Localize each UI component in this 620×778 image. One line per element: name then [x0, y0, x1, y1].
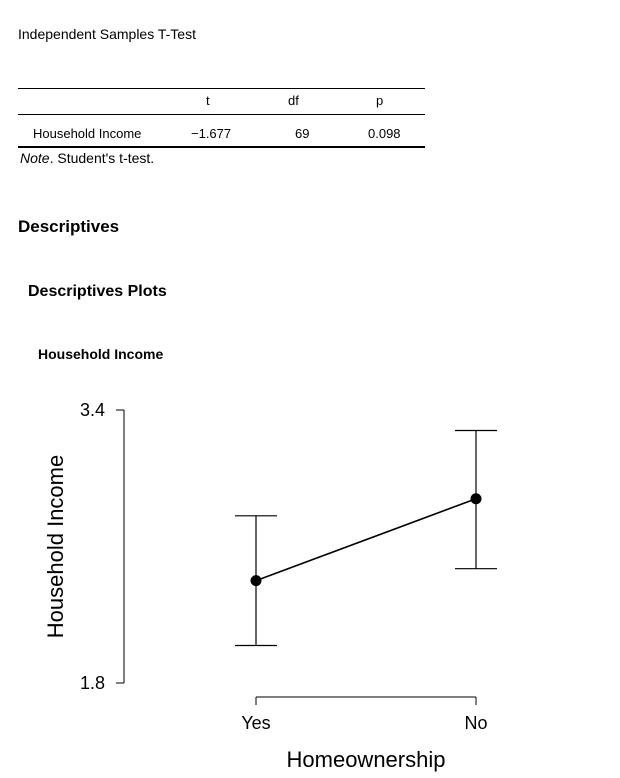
row-label: Household Income	[33, 126, 142, 141]
table-bottom-rule	[18, 146, 425, 148]
mean-point	[251, 575, 262, 586]
descriptives-heading: Descriptives	[18, 217, 120, 236]
x-tick-label: No	[464, 713, 488, 733]
x-axis-title: Homeownership	[286, 747, 446, 772]
header-p: p	[376, 93, 384, 108]
row-p-value: 0.098	[368, 126, 401, 141]
y-axis-title: Household Income	[43, 454, 68, 639]
note-prefix: Note	[20, 150, 50, 166]
variable-heading: Household Income	[38, 346, 164, 362]
y-tick-label: 3.4	[79, 400, 105, 420]
ttest-title: Independent Samples T-Test	[18, 26, 196, 42]
table-note	[20, 150, 154, 166]
x-tick-label: Yes	[241, 713, 271, 733]
series-line	[256, 499, 476, 581]
table-top-rule	[18, 88, 425, 89]
header-t: t	[206, 93, 210, 108]
header-df: df	[288, 93, 299, 108]
note-text: . Student's t-test.	[49, 150, 155, 166]
descriptives-plot	[0, 390, 620, 778]
row-t-value: −1.677	[191, 126, 232, 141]
descriptives-plots-heading: Descriptives Plots	[28, 283, 167, 300]
y-tick-label: 1.8	[79, 673, 105, 693]
table-header-rule	[18, 114, 425, 115]
row-df-value: 69	[295, 126, 310, 141]
mean-point	[471, 493, 482, 504]
